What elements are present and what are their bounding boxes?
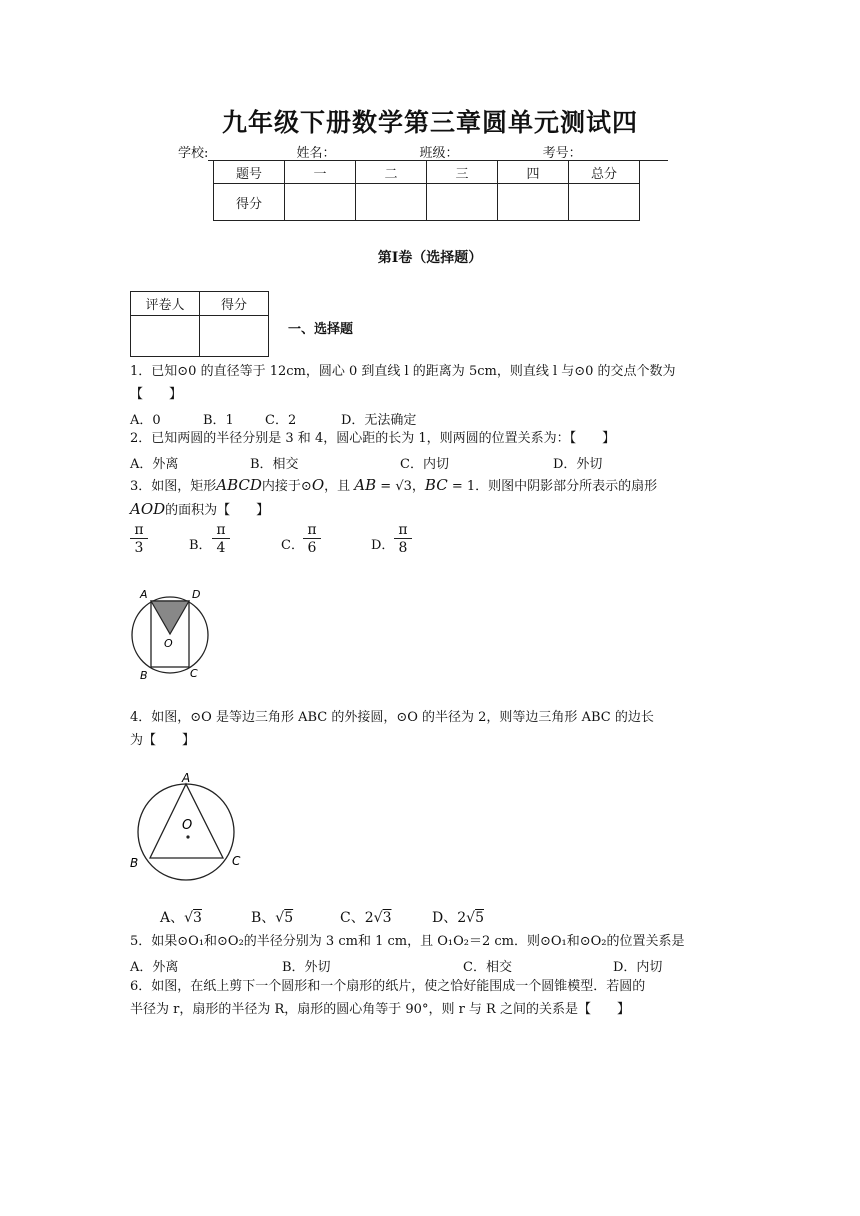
page-title: 九年级下册数学第三章圆单元测试四 — [221, 108, 638, 137]
opt-coef: 2 — [364, 910, 374, 926]
question-6-text: 6．如图，在纸上剪下一个圆形和一个扇形的纸片，使之恰好能围成一个圆锥模型．若圆的 — [130, 979, 646, 994]
q3-bc: BC — [424, 476, 448, 494]
question-1-bracket: 【 】 — [130, 387, 183, 402]
class-label: 班级： — [419, 146, 459, 161]
q2-option-a: A．外离 — [130, 457, 179, 472]
label-d: D — [192, 588, 201, 601]
score-header-cell: 题号 — [214, 161, 285, 184]
score-header-cell: 四 — [498, 161, 569, 184]
q2-option-d: D．外切 — [553, 457, 603, 472]
school-label: 学校: — [178, 146, 209, 161]
label-c: C — [190, 667, 198, 680]
score-table — [213, 160, 640, 221]
question-2-text: 2．已知两圆的半径分别是 3 和 4，圆心距的长为 1，则两圆的位置关系为：【 】 — [130, 431, 616, 446]
question-3-line2 — [130, 500, 269, 520]
question-4-line2: 为【 】 — [130, 733, 196, 748]
q3-option-a-frac — [130, 522, 148, 557]
opt-radicand: 3 — [193, 910, 202, 926]
score-cell[interactable] — [356, 184, 427, 221]
q3-option-b-frac — [212, 522, 230, 557]
frac-den: 3 — [134, 540, 144, 556]
grader-score-header: 得分 — [200, 292, 269, 316]
q3-abcd: ABCD — [216, 476, 262, 494]
q5-option-d: D．内切 — [613, 960, 663, 975]
grader-cell[interactable] — [131, 316, 200, 357]
q1-option-c: C．2 — [265, 413, 297, 428]
frac-den: 6 — [307, 540, 317, 556]
q1-option-a: A．0 — [130, 413, 161, 428]
q4-option-a: A、√3 — [160, 910, 202, 926]
grader-header: 评卷人 — [131, 292, 200, 316]
q2-option-c: C．内切 — [400, 457, 449, 472]
class-blank[interactable] — [459, 146, 543, 161]
score-cell[interactable] — [427, 184, 498, 221]
q1-option-b: B．1 — [203, 413, 234, 428]
q3-aod: AOD — [130, 500, 166, 518]
opt-label: B、 — [251, 910, 276, 926]
school-blank[interactable] — [208, 146, 288, 161]
score-row-label: 得分 — [214, 184, 285, 221]
q3-option-d-label: D． — [371, 538, 395, 553]
q4-option-d: D、2√5 — [432, 910, 484, 926]
q1-option-d: D．无法确定 — [341, 413, 417, 428]
frac-num: π — [130, 522, 148, 539]
frac-num: π — [394, 522, 412, 539]
q5-option-c: C．相交 — [463, 960, 512, 975]
opt-coef: 2 — [457, 910, 467, 926]
q3-option-c-frac — [303, 522, 321, 557]
q4-figure — [128, 770, 248, 885]
q3-option-d-frac — [394, 522, 412, 557]
opt-label: D、 — [432, 910, 458, 926]
opt-radicand: 5 — [475, 910, 484, 926]
question-3-text — [130, 476, 657, 496]
question-4-text: 4．如图，⊙O 是等边三角形 ABC 的外接圆，⊙O 的半径为 2，则等边三角形 ABC 的边长 — [130, 710, 654, 725]
grader-score-cell[interactable] — [200, 316, 269, 357]
score-cell[interactable] — [569, 184, 640, 221]
label-o: O — [182, 818, 193, 833]
label-a: A — [140, 588, 148, 601]
part-heading: 一、选择题 — [288, 322, 354, 337]
grader-table — [130, 291, 269, 357]
exam-label: 考号： — [542, 146, 582, 161]
q4-option-b: B、√5 — [251, 910, 294, 926]
q5-option-b: B．外切 — [282, 960, 331, 975]
q3-eq2: = 1 — [451, 479, 476, 494]
shaded-sector-aod — [151, 601, 189, 634]
question-5-text: 5．如果⊙O₁和⊙O₂的半径分别为 3 cm和 1 cm，且 O₁O₂＝2 cm．则⊙O₁和⊙O₂的位置关系是 — [130, 934, 685, 949]
q3-ab: AB — [354, 476, 377, 494]
frac-num: π — [303, 522, 321, 539]
score-cell[interactable] — [498, 184, 569, 221]
exam-blank[interactable] — [582, 146, 668, 161]
q3-option-c-label: C． — [281, 538, 304, 553]
label-c: C — [232, 854, 241, 868]
opt-radicand: 5 — [284, 910, 294, 926]
q3-text-d: ．则图中阴影部分所表示的扇形 — [475, 479, 658, 494]
label-b: B — [130, 856, 139, 870]
score-header-cell: 三 — [427, 161, 498, 184]
q3-text-e: 的面积为【 】 — [165, 503, 270, 518]
score-cell[interactable] — [285, 184, 356, 221]
q3-text-b: 内接于⊙ — [261, 479, 312, 494]
q5-option-a: A．外离 — [130, 960, 179, 975]
label-a: A — [182, 771, 191, 785]
frac-den: 8 — [398, 540, 408, 556]
name-blank[interactable] — [336, 146, 420, 161]
q2-option-b: B．相交 — [250, 457, 299, 472]
opt-radicand: 3 — [382, 910, 392, 926]
score-header-cell: 总分 — [569, 161, 640, 184]
q3-option-b-label: B． — [189, 538, 212, 553]
q3-text-c: ，且 — [324, 479, 351, 494]
opt-label: A、 — [160, 910, 185, 926]
question-6-line2: 半径为 r，扇形的半径为 R，扇形的圆心角等于 90°，则 r 与 R 之间的关系是【 】 — [130, 1002, 630, 1017]
q4-option-c: C、2√3 — [340, 910, 392, 926]
q3-o: O — [311, 476, 325, 494]
student-info-line — [178, 142, 668, 161]
q3-eq1: = √3 — [380, 479, 412, 494]
name-label: 姓名： — [296, 146, 336, 161]
q3-comma: ， — [411, 479, 425, 494]
center-point — [186, 835, 189, 838]
label-b: B — [140, 669, 148, 682]
q3-text-a: 3．如图，矩形 — [130, 479, 217, 494]
q3-figure — [128, 585, 218, 685]
frac-den: 4 — [216, 540, 226, 556]
score-header-cell: 二 — [356, 161, 427, 184]
label-o: O — [164, 637, 173, 650]
section-title: 第Ⅰ卷（选择题） — [377, 250, 483, 266]
question-1-text: 1．已知⊙0 的直径等于 12cm，圆心 0 到直线 l 的距离为 5cm，则直线 l 与⊙0 的交点个数为 — [130, 364, 676, 379]
score-header-cell: 一 — [285, 161, 356, 184]
opt-label: C、 — [340, 910, 365, 926]
frac-num: π — [212, 522, 230, 539]
